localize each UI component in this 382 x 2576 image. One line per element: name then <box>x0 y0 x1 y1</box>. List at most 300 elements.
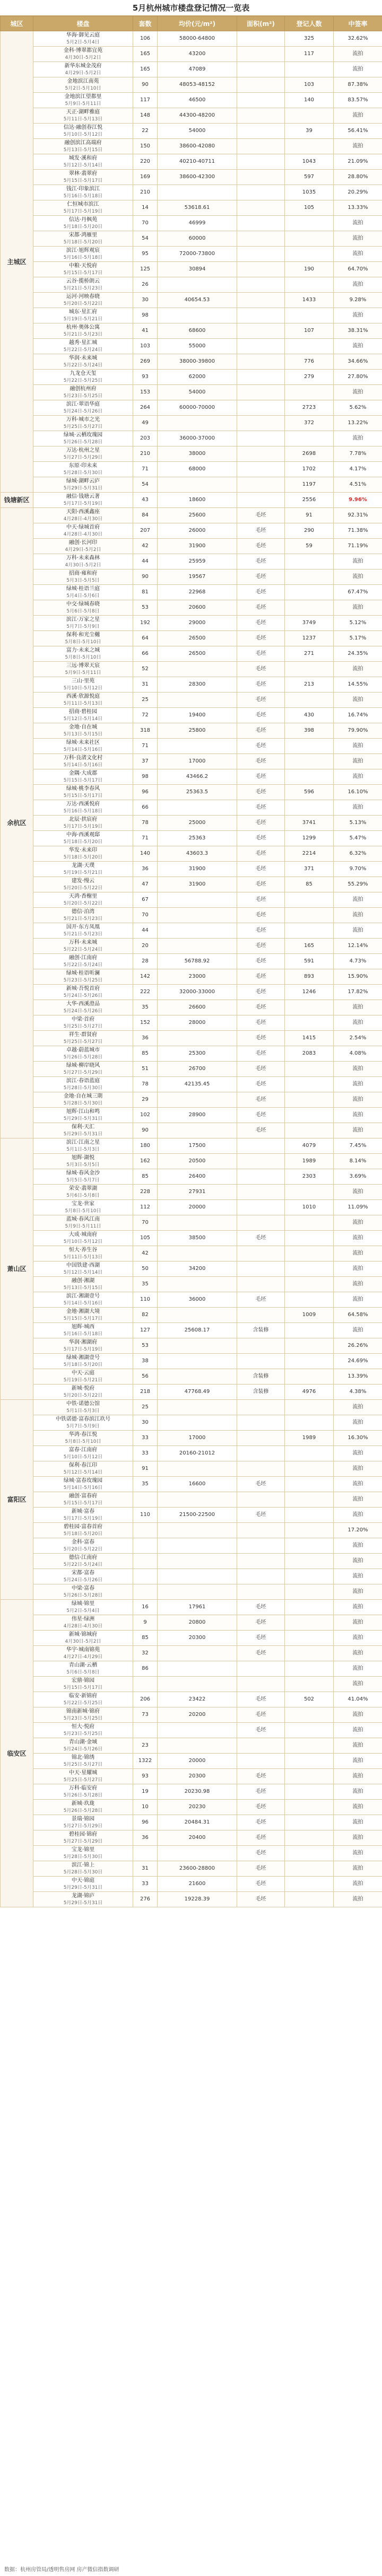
project-cell <box>33 769 133 785</box>
units-cell: 20 <box>133 939 158 954</box>
price-cell: 28900 <box>158 1108 237 1123</box>
registrations-cell: 325 <box>285 31 334 47</box>
table-row <box>1 1385 382 1400</box>
project-date: 5月12日-5月14日 <box>63 716 103 722</box>
project-date: 5月29日-5月31日 <box>63 1900 103 1906</box>
project-name: 碧桂园·富春首府 <box>63 1523 103 1530</box>
rate-cell: 71.38% <box>334 523 382 539</box>
rate-cell: 9.96% <box>334 493 382 508</box>
registrations-cell <box>285 1877 334 1892</box>
units-cell: 127 <box>133 1323 158 1338</box>
area-cell <box>237 354 285 370</box>
project-name: 富力·未来之城 <box>66 647 100 653</box>
rate-cell: 流拍 <box>334 1446 382 1461</box>
area-cell <box>237 231 285 247</box>
project-cell <box>33 1185 133 1200</box>
project-cell <box>33 200 133 216</box>
rate-cell: 流拍 <box>334 231 382 247</box>
project-name: 信达·丹枫苑 <box>68 216 98 223</box>
price-cell: 40654.53 <box>158 293 237 308</box>
rate-cell: 流拍 <box>334 1661 382 1677</box>
project-name: 旭辉·江山和鸣 <box>66 1108 100 1115</box>
price-cell: 46500 <box>158 93 237 108</box>
table-row <box>1 1277 382 1292</box>
registrations-cell <box>285 108 334 124</box>
registrations-cell <box>285 1338 334 1354</box>
area-cell <box>237 1584 285 1600</box>
project-date: 5月24日-5月26日 <box>63 408 103 414</box>
area-cell: 毛坯 <box>237 1292 285 1308</box>
price-cell <box>158 1677 237 1692</box>
project-cell <box>33 308 133 323</box>
rate-cell: 67.47% <box>334 585 382 600</box>
project-cell <box>33 216 133 231</box>
project-cell <box>33 62 133 77</box>
project-date: 4月30日-5月2日 <box>65 562 101 568</box>
project-date: 5月22日-5月24日 <box>63 347 103 353</box>
area-cell: 毛坯 <box>237 1861 285 1877</box>
project-name: 西溪·欣源悦庭 <box>66 693 100 699</box>
project-date: 5月3日-5月5日 <box>66 1162 100 1168</box>
table-row <box>1 1784 382 1800</box>
project-date: 5月13日-5月15日 <box>63 731 103 737</box>
area-cell: 毛坯 <box>237 739 285 754</box>
registrations-cell <box>285 1569 334 1584</box>
price-cell: 20300 <box>158 1631 237 1646</box>
price-cell <box>158 277 237 293</box>
registrations-cell: 1989 <box>285 1431 334 1446</box>
rate-cell: 流拍 <box>334 569 382 585</box>
area-cell <box>237 1338 285 1354</box>
project-cell <box>33 1277 133 1292</box>
project-cell <box>33 616 133 631</box>
table-row <box>1 1846 382 1861</box>
table-row <box>1 785 382 800</box>
project-date: 5月18日-5月20日 <box>63 1531 103 1537</box>
rate-cell: 13.22% <box>334 416 382 431</box>
units-cell: 53 <box>133 600 158 616</box>
project-date: 5月18日-5月20日 <box>63 239 103 245</box>
project-name: 恒大·养生谷 <box>68 1247 98 1253</box>
rate-cell: 流拍 <box>334 1477 382 1492</box>
price-cell: 56788.92 <box>158 954 237 969</box>
table-row <box>1 769 382 785</box>
project-date: 5月16日-5月18日 <box>63 808 103 814</box>
project-name: 金地·自在城 <box>68 724 98 730</box>
project-name: 新城·玖珑 <box>71 1800 95 1807</box>
units-cell: 85 <box>133 1169 158 1185</box>
units-cell: 52 <box>133 662 158 677</box>
project-cell <box>33 1261 133 1277</box>
table-row <box>1 77 382 93</box>
rate-cell: 流拍 <box>334 431 382 446</box>
rate-cell: 流拍 <box>334 1631 382 1646</box>
units-cell: 30 <box>133 1415 158 1431</box>
rate-cell: 5.47% <box>334 831 382 846</box>
project-name: 中海·西溪观邸 <box>66 831 100 838</box>
col-project: 楼盘 <box>33 16 133 31</box>
project-name: 融创·富春府 <box>68 1493 98 1499</box>
project-name: 中国铁建·西湖 <box>66 1262 100 1268</box>
project-date: 5月10日-5月12日 <box>63 132 103 137</box>
price-cell: 25959 <box>158 554 237 569</box>
table-row <box>1 1308 382 1323</box>
rate-cell: 流拍 <box>334 1600 382 1615</box>
registrations-cell <box>285 1723 334 1738</box>
units-cell: 206 <box>133 1692 158 1707</box>
project-name: 保利·春江印 <box>68 1462 98 1468</box>
rate-cell: 流拍 <box>334 600 382 616</box>
registrations-cell: 213 <box>285 677 334 693</box>
price-cell: 31900 <box>158 539 237 554</box>
rate-cell: 流拍 <box>334 1062 382 1077</box>
project-date: 5月27日-5月29日 <box>63 454 103 460</box>
area-cell: 毛坯 <box>237 1231 285 1246</box>
rate-cell: 流拍 <box>334 1492 382 1508</box>
price-cell: 26400 <box>158 1169 237 1185</box>
project-date: 5月2日-5月10日 <box>65 85 101 91</box>
project-cell <box>33 816 133 831</box>
units-cell: 95 <box>133 247 158 262</box>
price-cell: 53618.61 <box>158 200 237 216</box>
registrations-cell: 1702 <box>285 462 334 477</box>
area-cell: 毛坯 <box>237 1646 285 1661</box>
rate-cell: 7.78% <box>334 446 382 462</box>
units-cell <box>133 1723 158 1738</box>
price-cell: 19400 <box>158 708 237 723</box>
area-cell: 含装修 <box>237 1385 285 1400</box>
table-row <box>1 493 382 508</box>
units-cell: 90 <box>133 77 158 93</box>
rate-cell: 流拍 <box>334 1569 382 1584</box>
project-name: 金地滨江望都里 <box>64 93 102 100</box>
project-name: 金地·自在城三期 <box>63 1093 103 1099</box>
project-cell <box>33 1508 133 1523</box>
units-cell: 96 <box>133 785 158 800</box>
registrations-cell <box>285 923 334 939</box>
district-cell: 余杭区 <box>1 508 33 1138</box>
project-cell <box>33 493 133 508</box>
rate-cell: 24.35% <box>334 646 382 662</box>
table-row <box>1 923 382 939</box>
area-cell: 毛坯 <box>237 816 285 831</box>
project-name: 新城·锦城府 <box>68 1631 98 1637</box>
project-name: 越秀·星汇城 <box>68 339 98 346</box>
registrations-cell: 1237 <box>285 631 334 646</box>
project-cell <box>33 508 133 523</box>
project-name: 景瑞·锦园 <box>71 1816 95 1822</box>
units-cell <box>133 1523 158 1538</box>
project-name: 融创杭州府 <box>70 385 97 392</box>
project-name: 祥生·群贤府 <box>68 1031 98 1038</box>
project-cell <box>33 677 133 693</box>
table-row <box>1 1661 382 1677</box>
area-cell <box>237 339 285 354</box>
units-cell: 150 <box>133 139 158 154</box>
price-cell: 44300-48200 <box>158 108 237 124</box>
project-name: 伟星·绿洲 <box>71 1616 95 1622</box>
project-cell <box>33 247 133 262</box>
registrations-cell: 2214 <box>285 846 334 862</box>
rate-cell: 流拍 <box>334 1723 382 1738</box>
project-cell <box>33 31 133 47</box>
units-cell: 42 <box>133 539 158 554</box>
table-row <box>1 462 382 477</box>
project-name: 滨江·锦上 <box>71 1862 95 1868</box>
project-date: 5月15日-5月17日 <box>63 793 103 799</box>
project-name: 绿城·春风金沙 <box>66 1170 100 1176</box>
registrations-cell: 91 <box>285 508 334 523</box>
rate-cell: 流拍 <box>334 1830 382 1846</box>
registrations-cell <box>285 1769 334 1784</box>
rate-cell: 流拍 <box>334 1092 382 1108</box>
table-row <box>1 846 382 862</box>
project-date: 5月26日-5月28日 <box>63 1792 103 1798</box>
price-cell <box>158 939 237 954</box>
project-cell <box>33 1308 133 1323</box>
project-name: 宝龙·世家 <box>71 1201 95 1207</box>
project-name: 青山湖·金域 <box>68 1739 98 1745</box>
rate-cell: 流拍 <box>334 277 382 293</box>
units-cell: 44 <box>133 923 158 939</box>
registrations-cell <box>285 247 334 262</box>
area-cell <box>237 1738 285 1754</box>
price-cell: 18600 <box>158 493 237 508</box>
table-row <box>1 1631 382 1646</box>
price-cell <box>158 923 237 939</box>
table-row <box>1 1108 382 1123</box>
area-cell <box>237 1169 285 1185</box>
rate-cell: 12.14% <box>334 939 382 954</box>
units-cell: 71 <box>133 739 158 754</box>
area-cell: 毛坯 <box>237 877 285 892</box>
area-cell: 毛坯 <box>237 708 285 723</box>
registrations-cell <box>285 1707 334 1723</box>
project-name: 万科·未来城 <box>68 939 98 945</box>
project-name: 绿城·湖畔云庐 <box>66 478 100 484</box>
project-cell <box>33 1861 133 1877</box>
registrations-cell <box>285 800 334 816</box>
project-date: 5月29日-5月31日 <box>63 485 103 491</box>
project-name: 华海·御见云庭 <box>66 32 100 38</box>
units-cell: 54 <box>133 477 158 493</box>
table-row <box>1 431 382 446</box>
table-body <box>1 31 382 1907</box>
units-cell <box>133 1492 158 1508</box>
units-cell: 26 <box>133 277 158 293</box>
registrations-cell: 2083 <box>285 1046 334 1062</box>
price-cell <box>158 1369 237 1385</box>
project-name: 大成·城南府 <box>68 1231 98 1238</box>
project-name: 金地·湘湖大境 <box>66 1308 100 1315</box>
project-name: 旭辉·湖悦 <box>71 1154 95 1161</box>
project-cell <box>33 1215 133 1231</box>
units-cell: 276 <box>133 1892 158 1907</box>
registrations-cell <box>285 1861 334 1877</box>
units-cell: 49 <box>133 416 158 431</box>
units-cell: 22 <box>133 124 158 139</box>
registrations-cell: 279 <box>285 370 334 385</box>
area-cell: 毛坯 <box>237 616 285 631</box>
project-date: 5月23日-5月25日 <box>63 393 103 399</box>
area-cell <box>237 1400 285 1415</box>
registrations-cell: 1197 <box>285 477 334 493</box>
price-cell: 32000-33000 <box>158 985 237 1000</box>
price-cell <box>158 1215 237 1231</box>
project-cell <box>33 416 133 431</box>
project-name: 中梁·首府 <box>71 1016 95 1022</box>
area-cell: 毛坯 <box>237 585 285 600</box>
table-row <box>1 277 382 293</box>
rate-cell: 92.31% <box>334 508 382 523</box>
project-name: 绿城·桂语兰庭 <box>66 585 100 592</box>
table-row <box>1 1615 382 1631</box>
rate-cell: 3.69% <box>334 1169 382 1185</box>
area-cell <box>237 139 285 154</box>
price-cell: 54000 <box>158 385 237 400</box>
registrations-cell <box>285 1538 334 1554</box>
area-cell: 毛坯 <box>237 1031 285 1046</box>
rate-cell: 83.57% <box>334 93 382 108</box>
registrations-cell: 39 <box>285 124 334 139</box>
units-cell: 210 <box>133 185 158 200</box>
rate-cell: 20.29% <box>334 185 382 200</box>
project-cell <box>33 1246 133 1261</box>
table-row <box>1 877 382 892</box>
project-name: 天鸿·香榭里 <box>68 893 98 899</box>
rate-cell: 流拍 <box>334 1231 382 1246</box>
area-cell: 毛坯 <box>237 1077 285 1092</box>
table-row <box>1 693 382 708</box>
registration-table <box>0 16 382 1907</box>
table-row <box>1 108 382 124</box>
units-cell: 165 <box>133 62 158 77</box>
registrations-cell: 1043 <box>285 154 334 170</box>
rate-cell: 27.80% <box>334 370 382 385</box>
area-cell: 毛坯 <box>237 1846 285 1861</box>
col-area: 面积(m²) <box>237 16 285 31</box>
project-date: 5月11日-5月13日 <box>63 116 103 122</box>
registrations-cell: 1246 <box>285 985 334 1000</box>
area-cell <box>237 1308 285 1323</box>
table-row <box>1 1246 382 1261</box>
table-row <box>1 308 382 323</box>
registrations-cell <box>285 1185 334 1200</box>
table-row <box>1 892 382 908</box>
table-row <box>1 1154 382 1169</box>
project-name: 金科·富春 <box>71 1539 95 1545</box>
table-row <box>1 1200 382 1215</box>
project-date: 5月18日-5月20日 <box>63 839 103 845</box>
district-cell: 富阳区 <box>1 1400 33 1600</box>
units-cell: 67 <box>133 892 158 908</box>
rate-cell: 4.73% <box>334 954 382 969</box>
col-price: 均价(元/m²) <box>158 16 237 31</box>
rate-cell: 流拍 <box>334 1015 382 1031</box>
project-name: 保利·和光尘樾 <box>66 632 100 638</box>
units-cell: 142 <box>133 969 158 985</box>
rate-cell: 流拍 <box>334 247 382 262</box>
rate-cell: 流拍 <box>334 1707 382 1723</box>
registrations-cell: 140 <box>285 93 334 108</box>
table-row <box>1 1815 382 1830</box>
registrations-cell: 4079 <box>285 1138 334 1154</box>
project-date: 4月28日-4月30日 <box>63 1623 103 1629</box>
project-cell <box>33 1631 133 1646</box>
table-row <box>1 1538 382 1554</box>
project-cell <box>33 1584 133 1600</box>
table-row <box>1 154 382 170</box>
units-cell: 19 <box>133 1784 158 1800</box>
table-row <box>1 1123 382 1138</box>
registrations-cell: 85 <box>285 877 334 892</box>
project-cell <box>33 939 133 954</box>
project-name: 中天·星耀城 <box>68 1769 98 1776</box>
price-cell <box>158 185 237 200</box>
price-cell: 26500 <box>158 646 237 662</box>
registrations-cell <box>285 1523 334 1538</box>
rate-cell: 流拍 <box>334 1323 382 1338</box>
project-cell <box>33 400 133 416</box>
rate-cell: 流拍 <box>334 1215 382 1231</box>
price-cell <box>158 1338 237 1354</box>
registrations-cell <box>285 1815 334 1830</box>
area-cell: 毛坯 <box>237 1477 285 1492</box>
project-cell <box>33 954 133 969</box>
price-cell: 30894 <box>158 262 237 277</box>
table-row <box>1 1354 382 1369</box>
project-cell <box>33 1031 133 1046</box>
price-cell: 21600 <box>158 1877 237 1892</box>
project-cell <box>33 277 133 293</box>
price-cell: 26000 <box>158 523 237 539</box>
project-name: 滨江·江南之星 <box>66 1139 100 1145</box>
units-cell: 102 <box>133 1108 158 1123</box>
table-row <box>1 1477 382 1492</box>
units-cell: 98 <box>133 769 158 785</box>
table-row <box>1 323 382 339</box>
registrations-cell <box>285 1123 334 1138</box>
project-cell <box>33 754 133 769</box>
project-cell <box>33 1369 133 1385</box>
project-cell <box>33 1569 133 1584</box>
rate-cell: 64.58% <box>334 1308 382 1323</box>
price-cell <box>158 1846 237 1861</box>
rate-cell: 流拍 <box>334 1800 382 1815</box>
price-cell: 72000-73800 <box>158 247 237 262</box>
project-date: 5月23日-5月25日 <box>63 1715 103 1721</box>
registrations-cell: 398 <box>285 723 334 739</box>
project-cell <box>33 1600 133 1615</box>
registrations-cell <box>285 1369 334 1385</box>
area-cell <box>237 216 285 231</box>
project-name: 绿城·未来社区 <box>66 739 100 746</box>
rate-cell: 流拍 <box>334 1508 382 1523</box>
price-cell: 60000-70000 <box>158 400 237 416</box>
price-cell <box>158 892 237 908</box>
price-cell: 36000-37000 <box>158 431 237 446</box>
units-cell: 93 <box>133 370 158 385</box>
rate-cell: 4.08% <box>334 1046 382 1062</box>
rate-cell: 流拍 <box>334 1815 382 1830</box>
project-cell <box>33 1477 133 1492</box>
rate-cell: 流拍 <box>334 693 382 708</box>
project-cell <box>33 231 133 247</box>
price-cell: 55000 <box>158 339 237 354</box>
units-cell: 28 <box>133 954 158 969</box>
project-cell <box>33 1692 133 1707</box>
rate-cell: 24.69% <box>334 1354 382 1369</box>
